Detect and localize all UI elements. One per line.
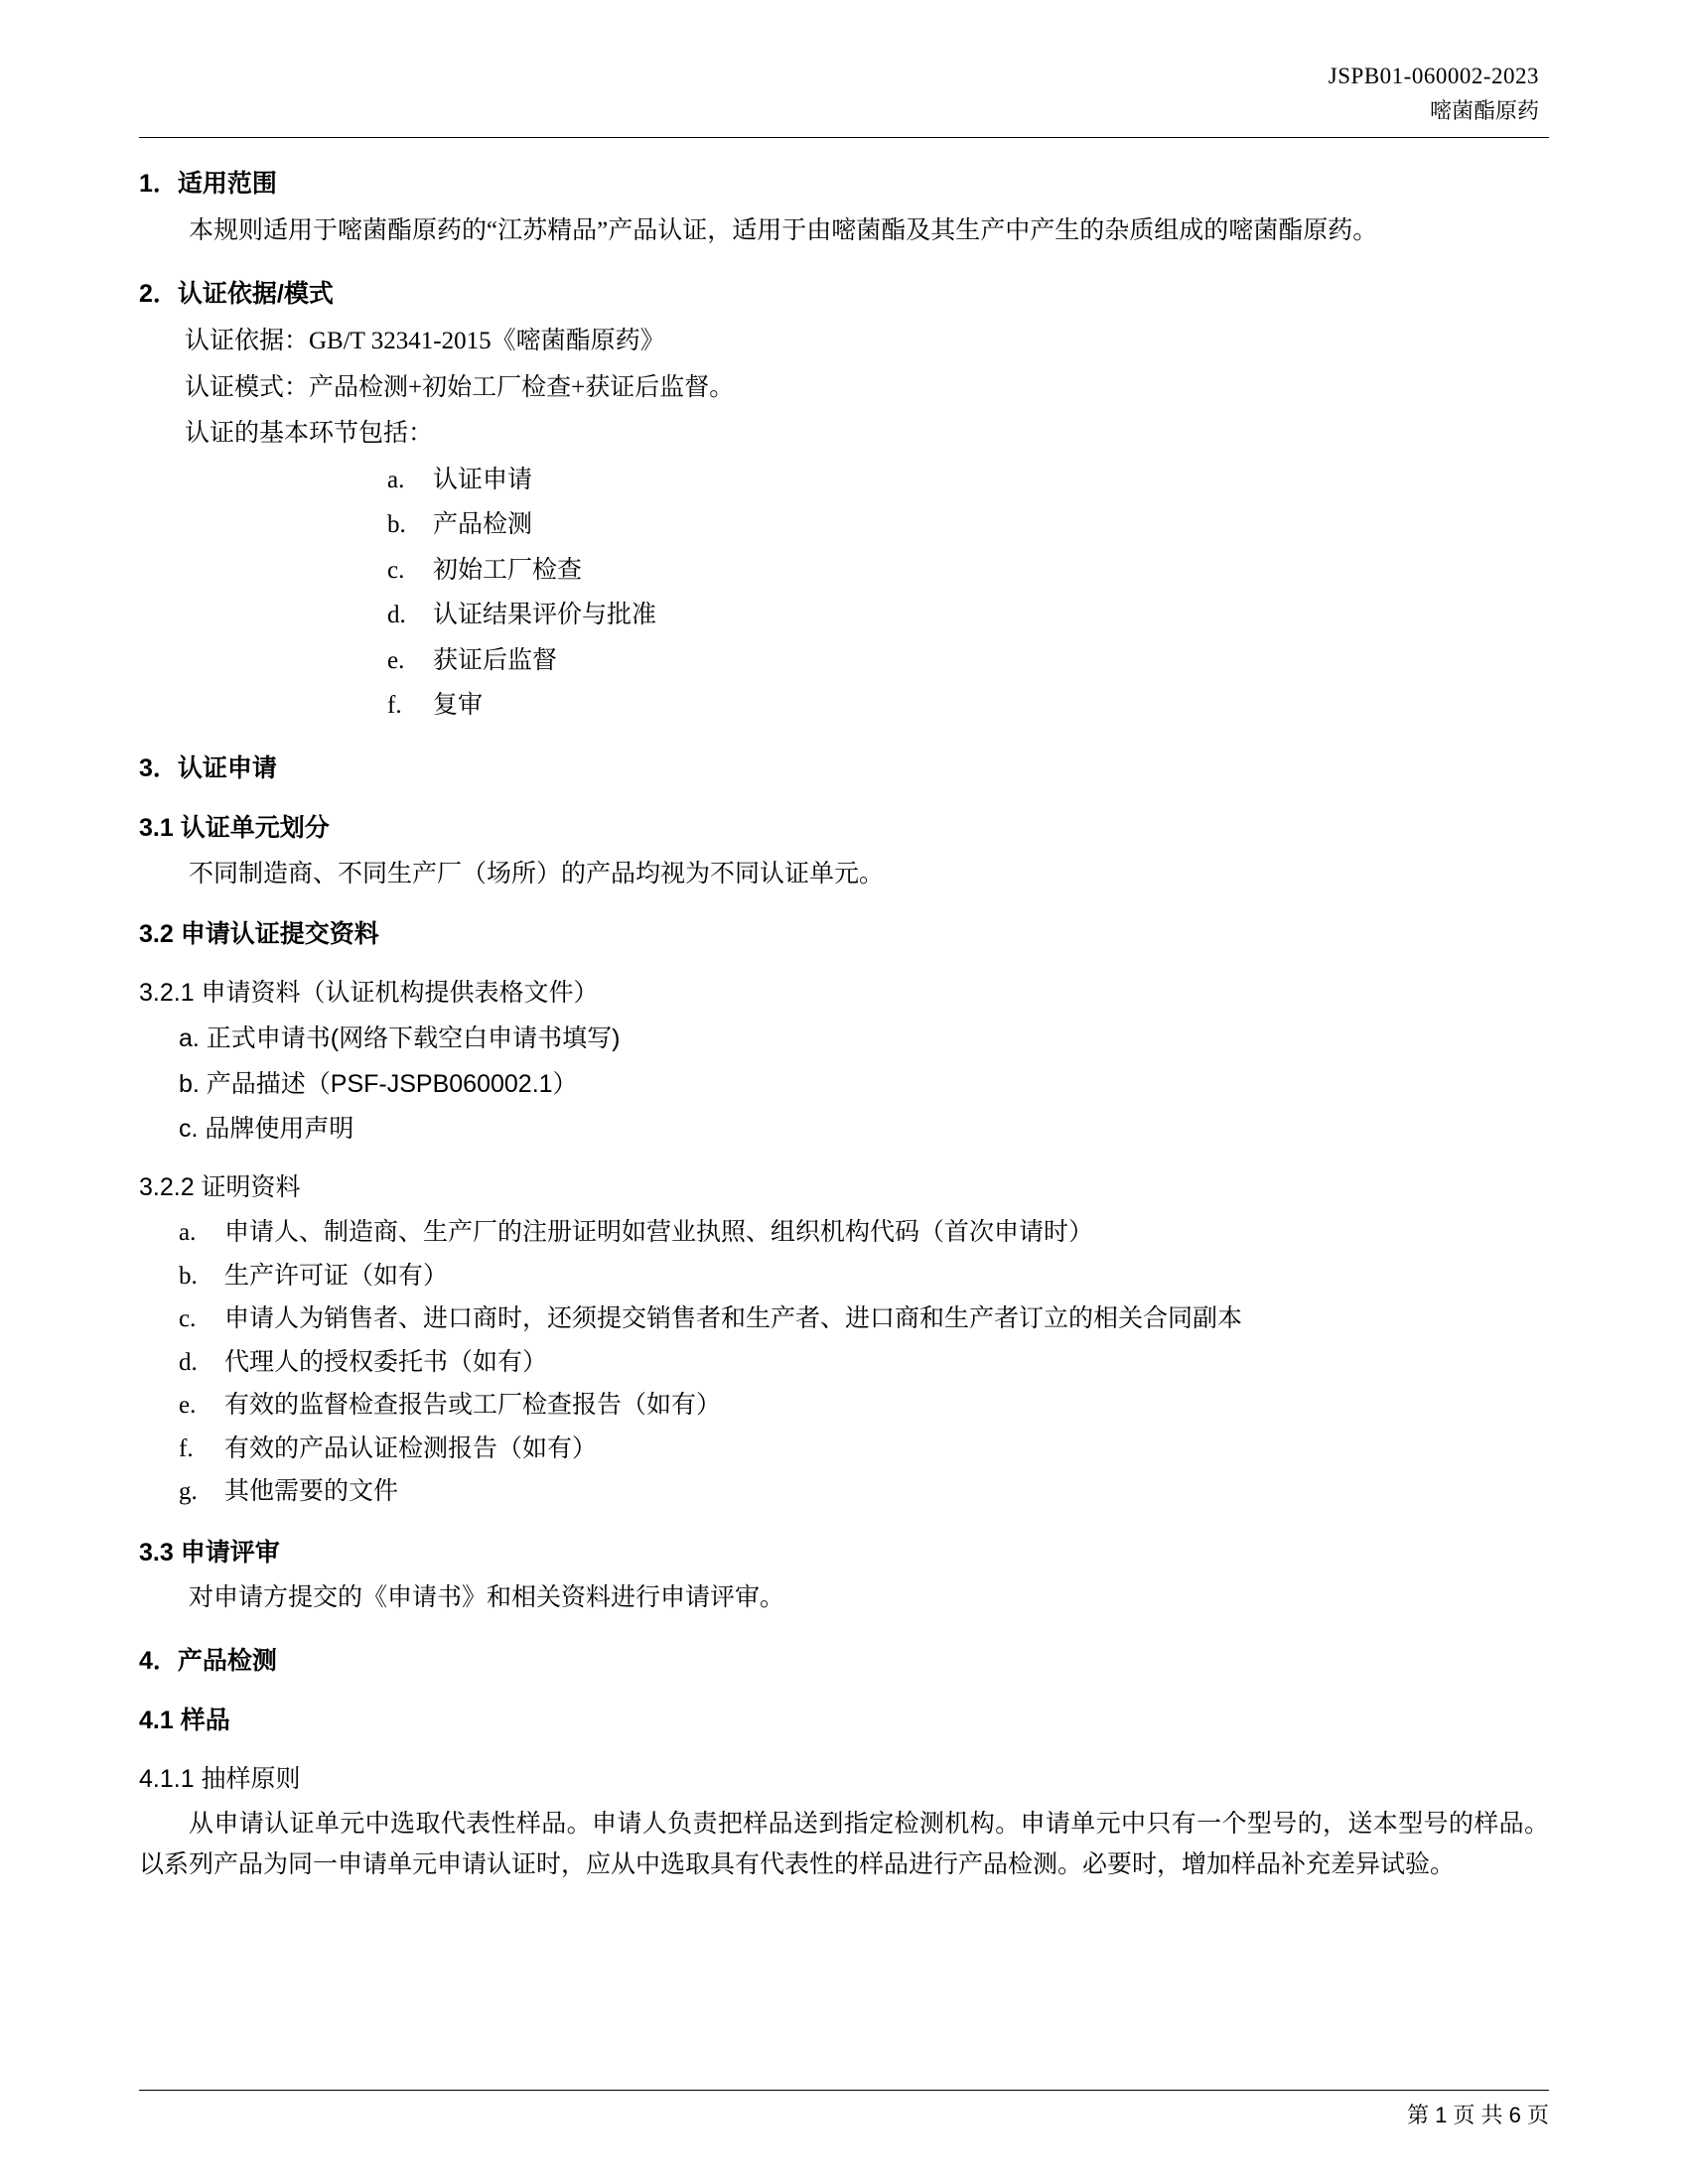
list-text: 复审 [433, 692, 484, 719]
list-marker: c. [179, 1305, 197, 1332]
list-item [179, 1386, 1549, 1427]
list-text: 有效的监督检查报告或工厂检查报告（如有） [224, 1392, 722, 1419]
list-marker: d. [179, 1348, 198, 1376]
list-marker: d. [387, 602, 406, 628]
list-text: 申请人为销售者、进口商时，还须提交销售者和生产者、进口商和生产者订立的相关合同副本 [224, 1305, 1243, 1332]
section-3-2-heading: 3.2 申请认证提交资料 [139, 920, 379, 948]
list-item [179, 1430, 1549, 1470]
section-3-3-heading: 3.3 申请评审 [139, 1538, 280, 1567]
section-4-1-1-heading: 4.1.1 抽样原则 [139, 1764, 301, 1793]
list-text: 生产许可证（如有） [224, 1262, 449, 1290]
list-text: 代理人的授权委托书（如有） [224, 1348, 548, 1376]
list-text: 申请人、制造商、生产厂的注册证明如营业执照、组织机构代码（首次申请时） [224, 1219, 1094, 1246]
certification-basis: 认证依据：GB/T 32341-2015《嘧菌酯原药》 [185, 328, 665, 354]
list-text: 认证结果评价与批准 [433, 602, 657, 628]
list-item [179, 1343, 1549, 1384]
section-1-heading: 1．适用范围 [139, 169, 277, 198]
page-number: 第 1 页 共 6 页 [1406, 2103, 1549, 2127]
application-material-item: a. 正式申请书(网络下载空白申请书填写) [179, 1024, 621, 1052]
list-item [179, 1257, 1549, 1297]
list-item [387, 686, 1549, 727]
list-marker: b. [387, 511, 406, 538]
certification-mode: 认证模式：产品检测+初始工厂检查+获证后监督。 [185, 373, 735, 401]
list-item [387, 551, 1549, 592]
section-1-paragraph: 本规则适用于嘧菌酯原药的“江苏精品”产品认证，适用于由嘧菌酯及其生产中产生的杂质组成的嘧菌酯原药。 [189, 217, 1378, 244]
section-2-heading: 2．认证依据/模式 [139, 279, 334, 308]
list-text: 获证后监督 [433, 646, 558, 674]
list-marker: a. [179, 1219, 197, 1246]
list-marker: f. [179, 1434, 194, 1462]
section-3-1-heading: 3.1 认证单元划分 [139, 814, 330, 842]
section-4-1-1-paragraph: 从申请认证单元中选取代表性样品。申请人负责把样品送到指定检测机构。申请单元中只有一个型号的，送本型号的样品。以系列产品为同一申请单元申请认证时，应从中选取具有代表性的样品进行产品检测。必要时，增加样品补充差异试验。 [139, 1811, 1549, 1878]
list-item [387, 641, 1549, 682]
list-marker: a. [387, 466, 405, 493]
page-footer [139, 2090, 1549, 2129]
application-material-item: c. 品牌使用声明 [179, 1115, 354, 1143]
list-item [179, 1299, 1549, 1340]
section-4-1-heading: 4.1 样品 [139, 1706, 230, 1734]
header-divider [139, 137, 1549, 138]
certification-steps-list [387, 461, 1549, 727]
list-marker: b. [179, 1262, 198, 1290]
list-item [179, 1213, 1549, 1254]
section-3-1-paragraph: 不同制造商、不同生产厂（场所）的产品均视为不同认证单元。 [189, 860, 885, 887]
list-marker: c. [387, 556, 405, 584]
section-3-2-1-heading: 3.2.1 申请资料（认证机构提供表格文件） [139, 978, 599, 1007]
list-item [387, 505, 1549, 546]
list-text: 认证申请 [433, 466, 533, 493]
section-3-3-paragraph: 对申请方提交的《申请书》和相关资料进行申请评审。 [189, 1584, 785, 1611]
list-item [179, 1472, 1549, 1513]
document-name: 嘧菌酯原药 [1429, 97, 1539, 123]
section-3-2-2-heading: 3.2.2 证明资料 [139, 1172, 301, 1201]
list-marker: e. [179, 1392, 197, 1419]
certification-steps-intro: 认证的基本环节包括： [185, 420, 434, 447]
list-text: 有效的产品认证检测报告（如有） [224, 1434, 598, 1462]
list-marker: f. [387, 692, 402, 719]
document-body [139, 164, 1549, 1886]
list-marker: g. [179, 1478, 198, 1505]
list-text: 产品检测 [433, 511, 533, 538]
list-text: 初始工厂检查 [433, 556, 583, 584]
proof-material-list [179, 1213, 1549, 1513]
list-marker: e. [387, 646, 405, 674]
list-text: 其他需要的文件 [224, 1478, 399, 1505]
application-material-item: b. 产品描述（PSF-JSPB060002.1） [179, 1069, 578, 1098]
section-3-heading: 3．认证申请 [139, 753, 277, 782]
list-item [387, 461, 1549, 501]
page-header [139, 60, 1549, 127]
document-code: JSPB01-060002-2023 [1328, 64, 1539, 88]
footer-divider [139, 2090, 1549, 2091]
list-item [387, 596, 1549, 636]
section-4-heading: 4．产品检测 [139, 1646, 277, 1675]
